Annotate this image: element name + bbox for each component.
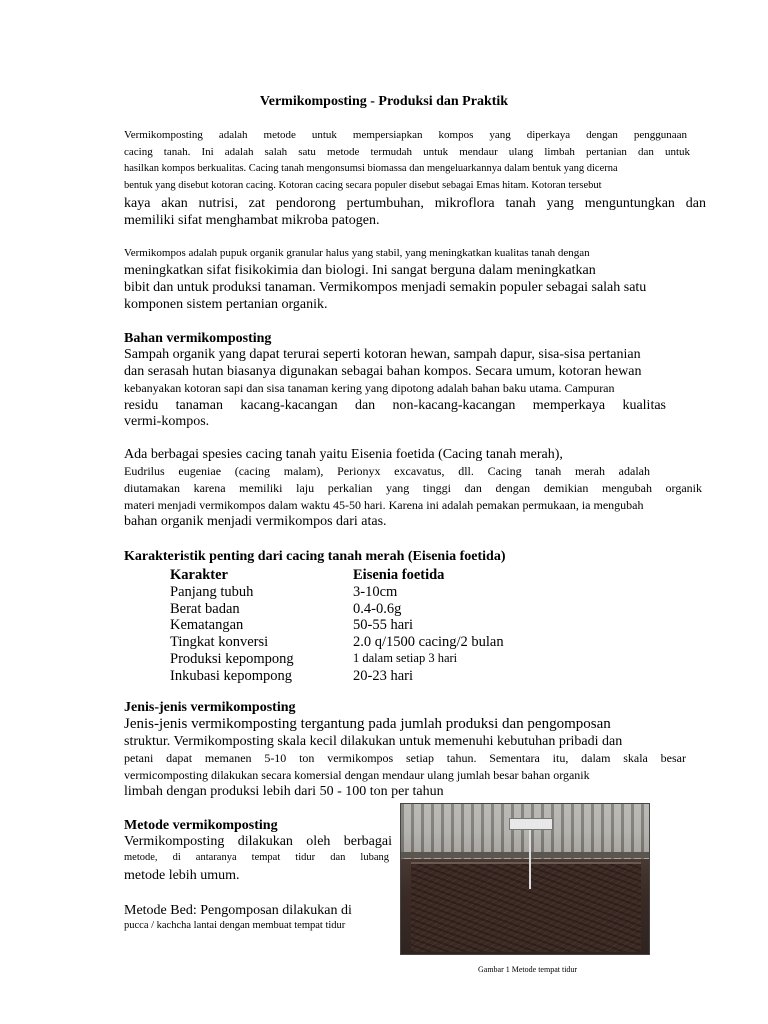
vermicompost-bed-photo xyxy=(400,803,650,955)
row-key: Inkubasi kepompong xyxy=(170,667,293,684)
bahan-line-2: dan serasah hutan biasanya digunakan sebagai bahan kompos. Secara umum, kotoran hewan xyxy=(124,364,642,379)
jenis-line-5: limbah dengan produksi lebih dari 50 - 100 ton per tahun xyxy=(124,784,444,799)
bahan-line-5: vermi-kompos. xyxy=(124,414,210,429)
metode-line-1: Vermikomposting dilakukan oleh berbagai xyxy=(124,834,392,849)
metode-line-5: pucca / kachcha lantai dengan membuat tempat tidur xyxy=(124,920,346,931)
row-key: Tingkat konversi xyxy=(170,634,269,651)
bahan-line-1: Sampah organik yang dapat terurai seperti kotoran hewan, sampah dapur, sisa-sisa pertanian xyxy=(124,347,641,362)
intro-line-3: hasilkan kompos berkualitas. Cacing tanah mengonsumsi biomassa dan mengeluarkannya dalam bentuk yang dicerna xyxy=(124,163,618,174)
row-key: Panjang tubuh xyxy=(170,583,254,600)
row-value: 1 dalam setiap 3 hari xyxy=(353,650,458,665)
intro-line-4: bentuk yang disebut kotoran cacing. Kotoran cacing secara populer disebut sebagai Emas hitam. Kotoran tersebut xyxy=(124,180,602,191)
fence-background xyxy=(401,804,649,859)
spesies-line-5: bahan organik menjadi vermikompos dari atas. xyxy=(124,514,387,529)
karakteristik-heading: Karakteristik penting dari cacing tanah merah (Eisenia foetida) xyxy=(124,549,506,564)
spesies-line-1: Ada berbagai spesies cacing tanah yaitu Eisenia foetida (Cacing tanah merah), xyxy=(124,447,563,462)
bed-sign xyxy=(509,818,553,830)
metode-heading: Metode vermikomposting xyxy=(124,818,278,833)
row-value: 0.4-0.6g xyxy=(353,600,402,617)
para2-line-4: komponen sistem pertanian organik. xyxy=(124,297,328,312)
column-header-species: Eisenia foetida xyxy=(353,567,445,583)
compost-bed xyxy=(411,862,641,952)
metode-line-4: Metode Bed: Pengomposan dilakukan di xyxy=(124,903,352,918)
metode-line-3: metode lebih umum. xyxy=(124,868,240,883)
para2-line-2: meningkatkan sifat fisikokimia dan biologi. Ini sangat berguna dalam meningkatkan xyxy=(124,263,596,278)
spesies-line-2: Eudrilus eugeniae (cacing malam), Perionyx excavatus, dll. Cacing tanah merah adalah xyxy=(124,464,650,478)
jenis-line-2: struktur. Vermikomposting skala kecil dilakukan untuk memenuhi kebutuhan pribadi dan xyxy=(124,734,623,749)
figure-caption: Gambar 1 Metode tempat tidur xyxy=(478,965,578,974)
bahan-line-4: residu tanaman kacang-kacangan dan non-kacang-kacangan memperkaya kualitas xyxy=(124,398,666,413)
metode-line-2: metode, di antaranya tempat tidur dan lubang xyxy=(124,852,389,863)
row-value: 3-10cm xyxy=(353,583,398,600)
para2-line-3: bibit dan untuk produksi tanaman. Vermikompos menjadi semakin populer sebagai salah satu xyxy=(124,280,647,295)
row-value: 20-23 hari xyxy=(353,667,413,684)
jenis-line-1: Jenis-jenis vermikomposting tergantung pada jumlah produksi dan pengomposan xyxy=(124,716,611,732)
fence-rail xyxy=(401,852,649,858)
jenis-line-3: petani dapat memanen 5-10 ton vermikompos setiap tahun. Sementara itu, dalam skala besar xyxy=(124,751,686,765)
spesies-line-4: materi menjadi vermikompos dalam waktu 45-50 hari. Karena ini adalah pemakan permukaan, ia mengubah xyxy=(124,498,644,512)
row-value: 2.0 q/1500 cacing/2 bulan xyxy=(353,634,504,651)
intro-line-1: Vermikomposting adalah metode untuk mempersiapkan kompos yang diperkaya dengan penggunaan xyxy=(124,129,687,141)
row-value: 50-55 hari xyxy=(353,617,413,634)
row-key: Kematangan xyxy=(170,617,244,634)
bahan-line-3: kebanyakan kotoran sapi dan sisa tanaman kering yang dipotong adalah bahan baku utama. Campuran xyxy=(124,381,615,395)
sign-post xyxy=(529,829,531,889)
spesies-line-3: diutamakan karena memiliki laju perkalian yang tinggi dan dengan demikian mengubah organik xyxy=(124,481,702,495)
bahan-heading: Bahan vermikomposting xyxy=(124,331,272,346)
jenis-heading: Jenis-jenis vermikomposting xyxy=(124,700,296,715)
intro-line-2: cacing tanah. Ini adalah salah satu metode termudah untuk mendaur ulang limbah pertanian dan untuk xyxy=(124,146,690,158)
jenis-line-4: vermicomposting dilakukan secara komersial dengan mendaur ulang jumlah besar bahan organik xyxy=(124,768,590,782)
column-header-karakter: Karakter xyxy=(170,567,228,583)
row-key: Berat badan xyxy=(170,600,240,617)
para2-line-1: Vermikompos adalah pupuk organik granular halus yang stabil, yang meningkatkan kualitas tanah dengan xyxy=(124,247,590,259)
document-title: Vermikomposting - Produksi dan Praktik xyxy=(259,94,509,109)
intro-line-5: kaya akan nutrisi, zat pendorong pertumbuhan, mikroflora tanah yang menguntungkan dan xyxy=(124,196,706,211)
intro-line-6: memiliki sifat menghambat mikroba patogen. xyxy=(124,213,380,228)
row-key: Produksi kepompong xyxy=(170,650,294,667)
